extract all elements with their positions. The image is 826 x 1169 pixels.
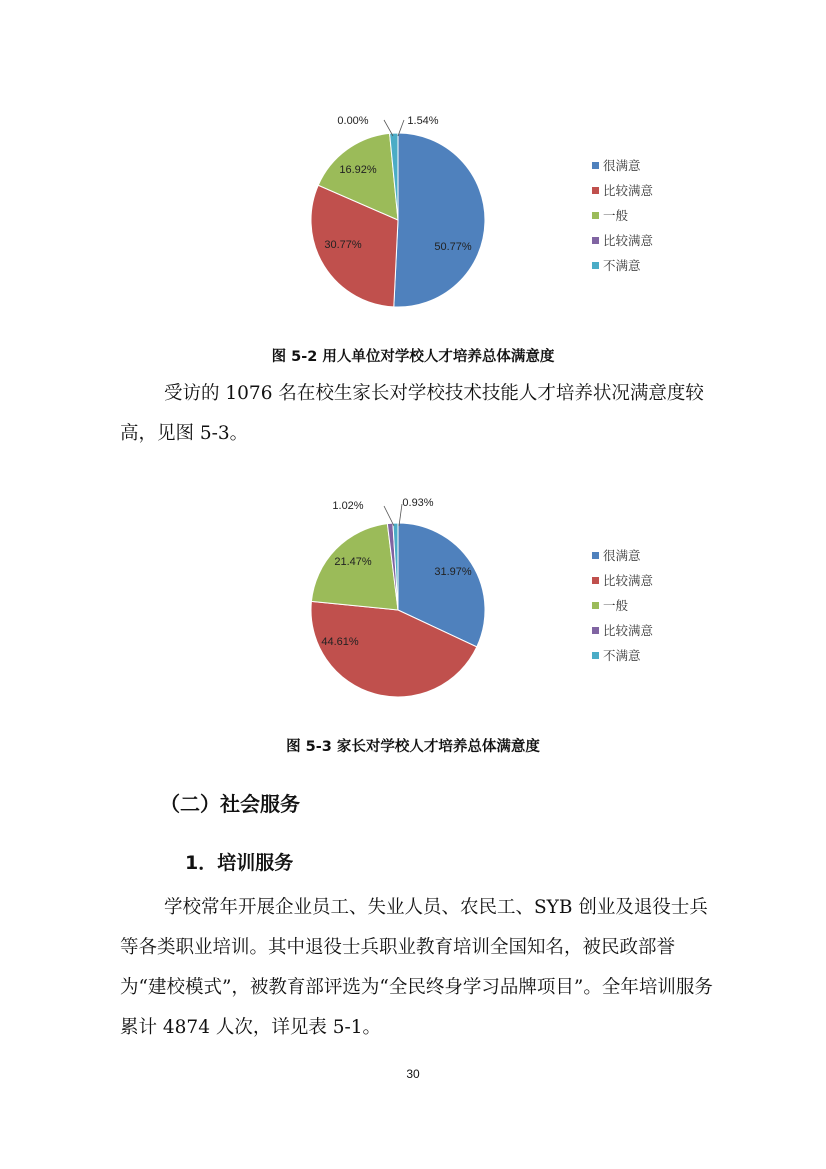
paragraph-parents-survey: 受访的 1076 名在校生家长对学校技术技能人才培养状况满意度较高，见图 5-3。 bbox=[120, 383, 704, 444]
legend-swatch bbox=[592, 212, 599, 219]
data-label: 16.92% bbox=[339, 164, 377, 176]
legend-entry: 一般 bbox=[603, 599, 629, 613]
legend-swatch bbox=[592, 602, 599, 609]
legend-entry: 比较满意 bbox=[603, 574, 654, 588]
satisfaction-pie-chart-employers bbox=[300, 100, 700, 320]
legend-entry: 比较满意 bbox=[603, 184, 654, 198]
data-label: 44.61% bbox=[321, 636, 359, 648]
legend-entry: 比较满意 bbox=[603, 624, 654, 638]
figure-caption-5-2: 图 5-2 用人单位对学校人才培养总体满意度 bbox=[271, 349, 555, 365]
legend-entry: 不满意 bbox=[603, 259, 641, 273]
legend-swatch bbox=[592, 552, 599, 559]
subsection-heading-training: 1．培训服务 bbox=[185, 852, 294, 874]
legend-swatch bbox=[592, 162, 599, 169]
legend-entry: 一般 bbox=[603, 209, 629, 223]
figure-caption-5-3: 图 5-3 家长对学校人才培养总体满意度 bbox=[286, 739, 540, 755]
pie-slice bbox=[394, 133, 485, 307]
legend-entry: 很满意 bbox=[603, 549, 641, 563]
paragraph-training-service: 学校常年开展企业员工、失业人员、农民工、SYB 创业及退役士兵等各类职业培训。其中退役士兵职业教育培训全国知名，被民政部誉为“建校模式”，被教育部评选为“全民终身学习品牌项目”。全年培训服务累计 4874 人次，详见表 5-1。 bbox=[120, 897, 713, 1038]
section-heading-social-service: （二）社会服务 bbox=[160, 792, 300, 816]
data-label: 50.77% bbox=[434, 241, 472, 253]
legend-swatch bbox=[592, 237, 599, 244]
page-number: 30 bbox=[406, 1067, 420, 1081]
data-label: 0.00% bbox=[337, 115, 369, 127]
data-label: 31.97% bbox=[434, 566, 472, 578]
legend-swatch bbox=[592, 187, 599, 194]
satisfaction-pie-chart-parents bbox=[300, 490, 700, 710]
data-label: 1.02% bbox=[332, 500, 364, 512]
data-label: 0.93% bbox=[402, 497, 434, 509]
data-label: 1.54% bbox=[407, 115, 439, 127]
legend-swatch bbox=[592, 577, 599, 584]
legend-entry: 比较满意 bbox=[603, 234, 654, 248]
legend-swatch bbox=[592, 262, 599, 269]
legend-entry: 不满意 bbox=[603, 649, 641, 663]
data-label: 30.77% bbox=[324, 239, 362, 251]
legend-entry: 很满意 bbox=[603, 159, 641, 173]
legend-swatch bbox=[592, 652, 599, 659]
legend-swatch bbox=[592, 627, 599, 634]
data-label: 21.47% bbox=[334, 556, 372, 568]
